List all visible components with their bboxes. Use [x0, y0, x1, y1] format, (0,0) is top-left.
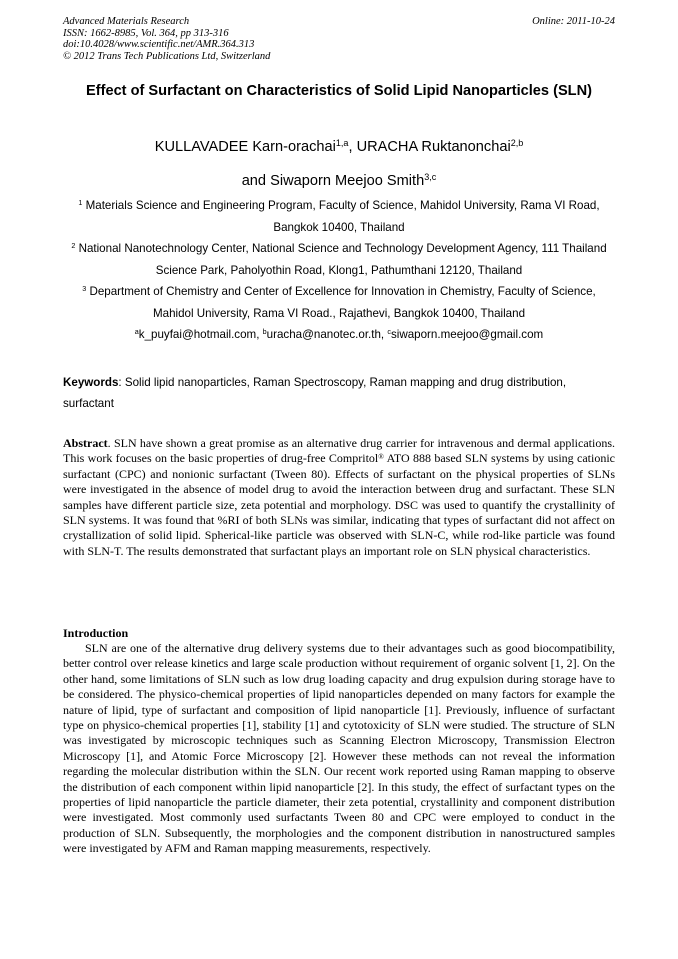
author-line-1 [63, 130, 615, 164]
doi-line: doi:10.4028/www.scientific.net/AMR.364.313 [63, 39, 255, 50]
author-sup: 2,b [510, 138, 524, 149]
email-list [63, 324, 615, 346]
author-sup: 1,a [335, 138, 349, 149]
keywords [63, 372, 615, 414]
paper-title: Effect of Surfactant on Characteristics of Solid Lipid Nanoparticles (SLN) [86, 83, 592, 99]
author-name: Siwaporn Meejoo Smith [270, 173, 425, 189]
author-list [63, 130, 615, 198]
journal-header [63, 16, 270, 62]
email-sup: c [387, 327, 391, 337]
author-name: KULLAVADEE Karn-orachai [154, 139, 336, 155]
email: k_puyfai@hotmail.com, [138, 328, 263, 341]
abstract-label: Abstract [63, 436, 108, 450]
affiliation-number: 2 [71, 241, 76, 251]
author-line-2 [63, 164, 615, 198]
registered-mark: ® [378, 451, 384, 461]
affiliation-number: 3 [82, 284, 87, 294]
affiliation-text: Materials Science and Engineering Program, Faculty of Science, Mahidol University, Rama VI Road, Bangkok 10400, Thailand [82, 199, 600, 234]
introduction-text: SLN are one of the alternative drug delivery systems due to their advantages such as good biocompatibility, better control over release kinetics and large scale production without requirement of organic solvent [1, 2]. On the other hand, some limitations of SLN such as low drug loading capacity and drug expulsion during storage have to be considered. The physico-chemical properties of lipid nanoparticles depended on many factors for example the nature of lipid, type of surfactant and composition of lipid nanoparticle [1]. Previously, influence of surfactant type on physico-chemical properties [1], stability [1] and cytotoxicity of SLN were studied. The structure of SLN was investigated by microscopic techniques such as Scanning Electron Microscopy, Transmission Electron Microscopy [1], and Atomic Force Microscopy [2]. However these methods can not reveal the information regarding the molecular distribution within the SLN. Our recent work reported using Raman mapping to observe the distribution of each component within lipid nanoparticle [2]. In this study, the effect of surfactant types on the properties of lipid nanoparticle the particle diameter, their zeta potential, crystallinity and component distribution were investigated. Most commonly used surfactants Tween 80 and CPC were employed to conduct in the production of SLN. Subsequently, the morphologies and the component distribution in nanostructured samples were investigated by AFM and Raman mapping measurements, respectively. [63, 641, 615, 856]
affiliation [63, 238, 615, 281]
author-sup: 3,c [424, 172, 437, 183]
email-sup: b [262, 327, 267, 337]
online-date: Online: 2011-10-24 [532, 16, 615, 27]
abstract [63, 436, 615, 559]
email: uracha@nanotec.or.th, [266, 328, 388, 341]
abstract-text: ATO 888 based SLN systems by using cationic surfactant (CPC) and nonionic surfactant (Tween 80). Effects of surfactant on the physical properties of SLNs were investigated in the absence of model drug to avoid the interaction between drug and surfactant. These SLN samples have different particle size, zeta potential and morphology. DSC was used to quantify the crystallinity of SLN systems. It was found that %RI of both SLNs was similar, indicating that types of surfactant did not affect on crystallization of solid lipid. Spherical-like particle was observed with SLN-C, while rod-like particle was found with SLN-T. The results demonstrated that surfactant plays an important role on SLN physical characteristics. [63, 451, 615, 558]
keywords-text: : Solid lipid nanoparticles, Raman Spectroscopy, Raman mapping and drug distribution, surfactant [63, 376, 567, 410]
copyright-line: © 2012 Trans Tech Publications Ltd, Switzerland [63, 50, 271, 62]
affiliation-text: National Nanotechnology Center, National Science and Technology Development Agency, 111 Thailand Science Park, Paholyothin Road, Klong1, Pathumthani 12120, Thailand [75, 242, 607, 277]
author-separator: , [348, 139, 357, 155]
abstract-text: . SLN have shown a great promise as an alternative drug carrier for intravenous and dermal applications. This work focuses on the basic properties of drug-free Compritol [63, 436, 615, 466]
issn-line: ISSN: 1662-8985, Vol. 364, pp 313-316 [63, 27, 229, 39]
affiliations [63, 195, 615, 346]
author-name: URACHA Ruktanonchai [356, 139, 511, 155]
email-sup: a [134, 327, 139, 337]
affiliation [63, 281, 615, 324]
affiliation-number: 1 [78, 198, 83, 208]
affiliation-text: Department of Chemistry and Center of Excellence for Innovation in Chemistry, Faculty of Science, Mahidol University, Rama VI Road., Rajathevi, Bangkok 10400, Thailand [86, 285, 596, 320]
email: siwaporn.meejoo@gmail.com [390, 328, 544, 341]
keywords-label: Keywords [63, 376, 119, 389]
affiliation [63, 195, 615, 238]
introduction-heading: Introduction [63, 626, 129, 640]
journal-name: Advanced Materials Research [63, 16, 190, 27]
author-and: and [241, 173, 271, 189]
